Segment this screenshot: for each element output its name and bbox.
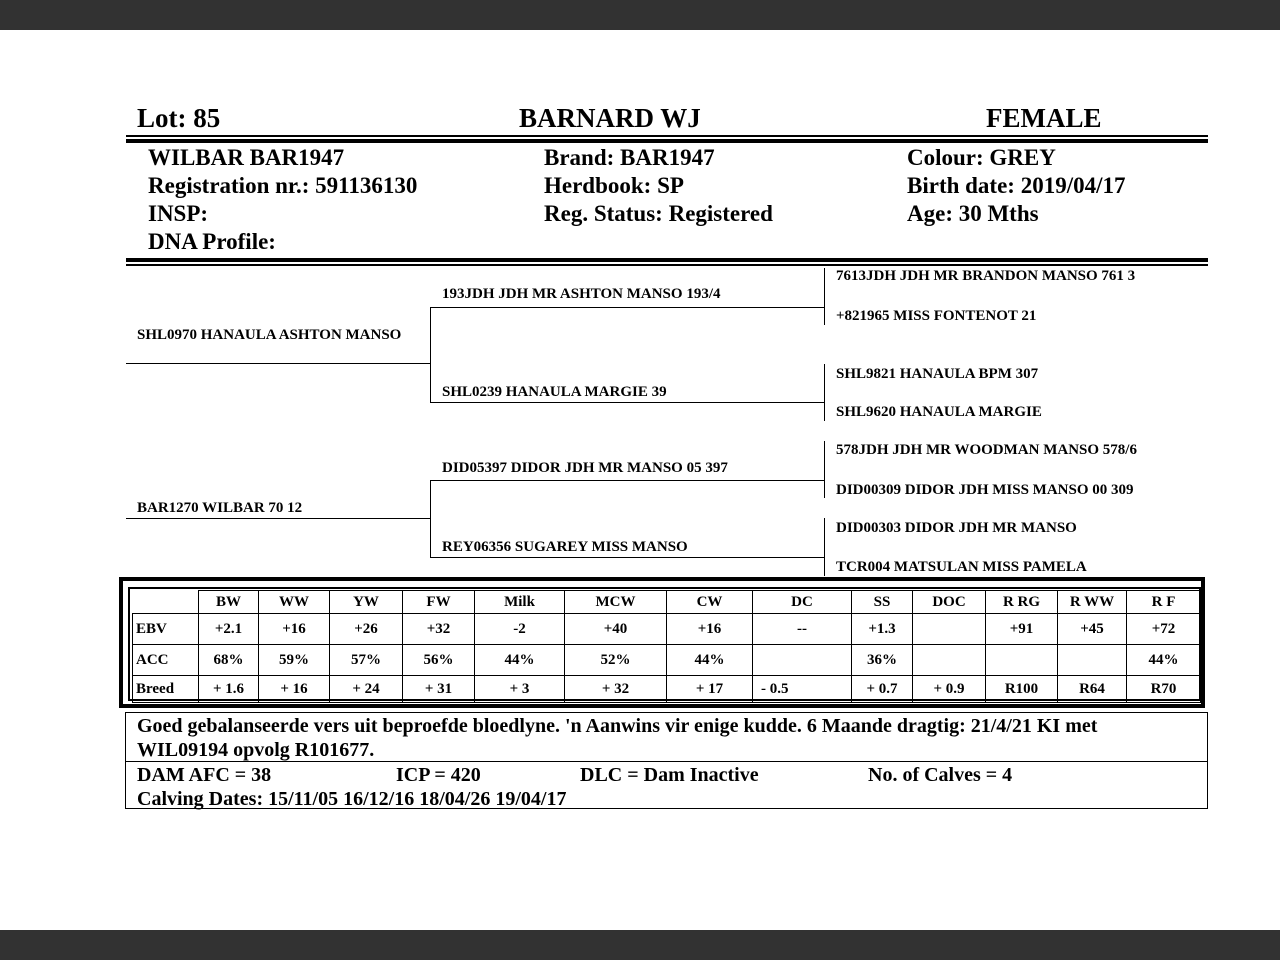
breed-cell: + 16 xyxy=(259,676,330,703)
bottom-bar xyxy=(0,930,1280,960)
ebv-col-header: BW xyxy=(199,591,259,614)
ebv-cell: +16 xyxy=(259,614,330,645)
age: Age: 30 Mths xyxy=(907,201,1039,226)
breed-cell: + 24 xyxy=(330,676,403,703)
pedigree-sdd: SHL9620 HANAULA MARGIE xyxy=(836,404,1042,420)
pedigree-line-sd xyxy=(430,402,824,403)
pedigree-connector-sd xyxy=(824,364,825,421)
pedigree-line-sire xyxy=(126,363,430,364)
ebv-col-header: MCW xyxy=(565,591,667,614)
ebv-table xyxy=(132,590,1201,703)
ebv-cell: -2 xyxy=(475,614,565,645)
breed-cell: - 0.5 xyxy=(753,676,852,703)
breed-cell: R64 xyxy=(1058,676,1127,703)
pedigree-dam-dam: REY06356 SUGAREY MISS MANSO xyxy=(442,539,688,555)
ebv-cell: +72 xyxy=(1127,614,1201,645)
ebv-col-header: CW xyxy=(667,591,753,614)
reg-status: Reg. Status: Registered xyxy=(544,201,773,226)
breed-cell: R70 xyxy=(1127,676,1201,703)
pedigree-connector-sire xyxy=(430,307,431,403)
pedigree-line-ds xyxy=(430,480,824,481)
breed-cell: + 0.9 xyxy=(913,676,986,703)
breed-cell: + 32 xyxy=(565,676,667,703)
ebv-col-header: R WW xyxy=(1058,591,1127,614)
ebv-row-label: EBV xyxy=(133,614,199,645)
pedigree-dsd: DID00309 DIDOR JDH MISS MANSO 00 309 xyxy=(836,482,1134,498)
ebv-cell: +16 xyxy=(667,614,753,645)
ebv-header-row xyxy=(133,591,1201,614)
birth-date: Birth date: 2019/04/17 xyxy=(907,173,1126,198)
ebv-cell xyxy=(913,614,986,645)
ebv-cell: +2.1 xyxy=(199,614,259,645)
breed-row xyxy=(133,676,1201,703)
dam-afc: DAM AFC = 38 xyxy=(137,764,272,786)
ebv-col-header: R F xyxy=(1127,591,1201,614)
header-rule-thin xyxy=(126,135,1208,137)
pedigree-sire-sire: 193JDH JDH MR ASHTON MANSO 193/4 xyxy=(442,286,721,302)
herdbook: Herdbook: SP xyxy=(544,173,684,198)
insp-label: INSP: xyxy=(148,201,209,226)
ebv-col-header: DC xyxy=(753,591,852,614)
pedigree-dds: DID00303 DIDOR JDH MR MANSO xyxy=(836,520,1077,536)
acc-cell: 59% xyxy=(259,645,330,676)
pedigree-dss: 578JDH JDH MR WOODMAN MANSO 578/6 xyxy=(836,442,1137,458)
ebv-col-header: R RG xyxy=(986,591,1058,614)
lot-number: Lot: 85 xyxy=(137,103,221,133)
pedigree-sss: 7613JDH JDH MR BRANDON MANSO 761 3 xyxy=(836,268,1136,284)
ebv-cell: +1.3 xyxy=(852,614,913,645)
acc-row xyxy=(133,645,1201,676)
acc-cell: 44% xyxy=(1127,645,1201,676)
ebv-header-blank xyxy=(133,591,199,614)
ebv-cell: +40 xyxy=(565,614,667,645)
ebv-col-header: FW xyxy=(403,591,475,614)
calving-dates: Calving Dates: 15/11/05 16/12/16 18/04/26 19/04/17 xyxy=(137,788,567,810)
acc-cell: 52% xyxy=(565,645,667,676)
icp: ICP = 420 xyxy=(396,764,481,786)
brand: Brand: BAR1947 xyxy=(544,145,715,170)
ebv-col-header: SS xyxy=(852,591,913,614)
comment-line-1: Goed gebalanseerde vers uit beproefde bloedlyne. 'n Aanwins vir enige kudde. 6 Maande dragtig: 21/4/21 KI met xyxy=(137,715,1098,737)
pedigree-dam: BAR1270 WILBAR 70 12 xyxy=(137,500,303,516)
ebv-cell: +45 xyxy=(1058,614,1127,645)
pedigree-connector-dd xyxy=(824,518,825,576)
dna-profile-label: DNA Profile: xyxy=(148,229,276,254)
pedigree-dam-sire: DID05397 DIDOR JDH MR MANSO 05 397 xyxy=(442,460,728,476)
breed-cell: + 17 xyxy=(667,676,753,703)
pedigree-connector-ds xyxy=(824,441,825,498)
acc-cell: 36% xyxy=(852,645,913,676)
ebv-cell: +32 xyxy=(403,614,475,645)
colour: Colour: GREY xyxy=(907,145,1056,170)
pedigree-ssd: +821965 MISS FONTENOT 21 xyxy=(836,308,1037,324)
number-of-calves: No. of Calves = 4 xyxy=(868,764,1013,786)
ebv-row xyxy=(133,614,1201,645)
breed-cell: + 0.7 xyxy=(852,676,913,703)
top-bar xyxy=(0,0,1280,30)
pedigree-line-ss xyxy=(430,307,824,308)
pedigree-line-dam xyxy=(126,518,430,519)
sex-label: FEMALE xyxy=(986,103,1102,133)
pedigree-connector-ss xyxy=(824,268,825,325)
registration-number: Registration nr.: 591136130 xyxy=(148,173,418,198)
info-rule-thin xyxy=(126,264,1208,266)
breed-cell: + 3 xyxy=(475,676,565,703)
ebv-col-header: DOC xyxy=(913,591,986,614)
breed-cell: + 31 xyxy=(403,676,475,703)
breed-row-label: Breed xyxy=(133,676,199,703)
info-rule-thick xyxy=(126,258,1208,262)
ebv-col-header: Milk xyxy=(475,591,565,614)
acc-cell xyxy=(913,645,986,676)
comment-line-2: WIL09194 opvolg R101677. xyxy=(137,739,375,761)
acc-cell xyxy=(753,645,852,676)
ebv-cell: +91 xyxy=(986,614,1058,645)
pedigree-sds: SHL9821 HANAULA BPM 307 xyxy=(836,366,1039,382)
acc-cell: 68% xyxy=(199,645,259,676)
ebv-col-header: WW xyxy=(259,591,330,614)
header-rule-thick xyxy=(126,139,1208,143)
animal-name: WILBAR BAR1947 xyxy=(148,145,345,170)
breed-cell: + 1.6 xyxy=(199,676,259,703)
breeder-name: BARNARD WJ xyxy=(519,103,701,133)
pedigree-sire-dam: SHL0239 HANAULA MARGIE 39 xyxy=(442,384,667,400)
ebv-col-header: YW xyxy=(330,591,403,614)
breed-cell: R100 xyxy=(986,676,1058,703)
pedigree-sire: SHL0970 HANAULA ASHTON MANSO xyxy=(137,327,402,343)
acc-row-label: ACC xyxy=(133,645,199,676)
acc-cell: 57% xyxy=(330,645,403,676)
dlc: DLC = Dam Inactive xyxy=(580,764,759,786)
pedigree-connector-dam xyxy=(430,480,431,558)
acc-cell xyxy=(1058,645,1127,676)
acc-cell: 44% xyxy=(667,645,753,676)
acc-cell: 44% xyxy=(475,645,565,676)
acc-cell xyxy=(986,645,1058,676)
ebv-cell: +26 xyxy=(330,614,403,645)
pedigree-line-dd xyxy=(430,557,824,558)
ebv-cell: -- xyxy=(753,614,852,645)
pedigree-ddd: TCR004 MATSULAN MISS PAMELA xyxy=(836,559,1087,575)
acc-cell: 56% xyxy=(403,645,475,676)
